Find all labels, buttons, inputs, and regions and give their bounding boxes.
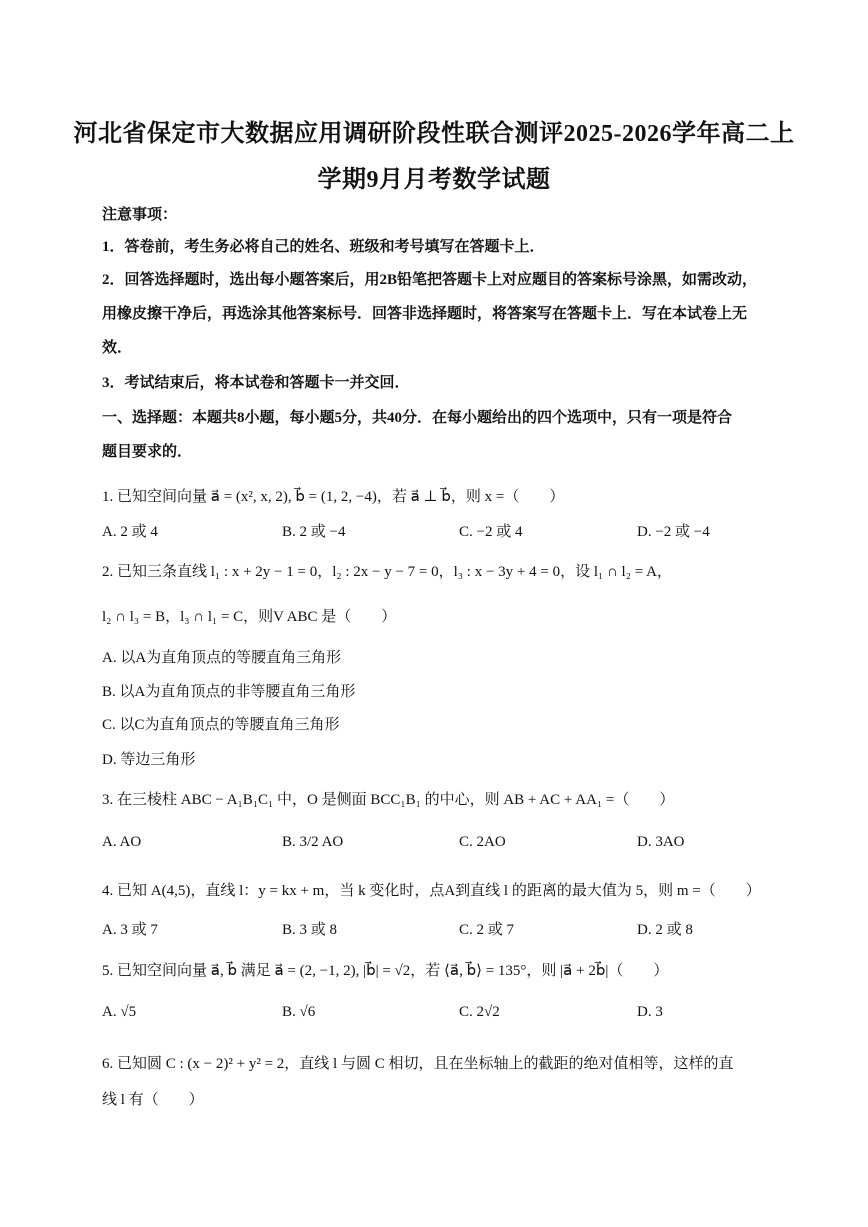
notice-item-3: 3．考试结束后，将本试卷和答题卡一并交回． bbox=[102, 375, 410, 391]
exam-title-line-1: 河北省保定市大数据应用调研阶段性联合测评2025-2026学年高二上 bbox=[73, 121, 795, 147]
notice-item-2-line-2: 用橡皮擦干净后，再选涂其他答案标号．回答非选择题时，将答案写在答题卡上．写在本试卷上无 bbox=[102, 306, 748, 322]
question-1-option-c: C. −2 或 4 bbox=[459, 524, 523, 540]
question-2-option-c: C. 以C为直角顶点的等腰直角三角形 bbox=[102, 717, 340, 733]
question-2-option-b: B. 以A为直角顶点的非等腰直角三角形 bbox=[102, 684, 356, 700]
question-1-option-d: D. −2 或 −4 bbox=[637, 524, 710, 540]
question-6-stem-line-2: 线 l 有（ ） bbox=[102, 1092, 204, 1108]
question-1-option-b: B. 2 或 −4 bbox=[282, 524, 346, 540]
notice-heading: 注意事项： bbox=[102, 207, 178, 223]
question-4-stem: 4. 已知 A(4,5)，直线 l：y = kx + m，当 k 变化时，点A到直线 l 的距离的最大值为 5，则 m =（ ） bbox=[102, 883, 761, 899]
section-1-heading-line-2: 题目要求的． bbox=[102, 444, 193, 460]
question-5-option-a: A. √5 bbox=[102, 1004, 137, 1020]
question-3-stem: 3. 在三棱柱 ABC − A₁B₁C₁ 中，O 是侧面 BCC₁B₁ 的中心，则 AB + AC + AA₁ =（ ） bbox=[102, 792, 675, 808]
question-5-option-b: B. √6 bbox=[282, 1004, 316, 1020]
question-2-stem-line-2: l₂ ∩ l₃ = B，l₃ ∩ l₁ = C，则V ABC 是（ ） bbox=[102, 609, 397, 625]
question-4-option-d: D. 2 或 8 bbox=[637, 922, 693, 938]
notice-item-2-line-1: 2．回答选择题时，选出每小题答案后，用2B铅笔把答题卡上对应题目的答案标号涂黑，如需改动， bbox=[102, 272, 758, 288]
question-3-option-d: D. 3AO bbox=[637, 834, 685, 850]
question-3-option-c: C. 2AO bbox=[459, 834, 506, 850]
question-5-option-c: C. 2√2 bbox=[459, 1004, 500, 1020]
question-3-option-a: A. AO bbox=[102, 834, 142, 850]
question-1-option-a: A. 2 或 4 bbox=[102, 524, 158, 540]
question-2-stem-line-1: 2. 已知三条直线 l₁ : x + 2y − 1 = 0，l₂ : 2x − y − 7 = 0，l₃ : x − 3y + 4 = 0，设 l₁ ∩ l₂ = A， bbox=[102, 564, 672, 580]
question-3-option-b: B. 3/2 AO bbox=[282, 834, 344, 850]
question-6-stem-line-1: 6. 已知圆 C : (x − 2)² + y² = 2，直线 l 与圆 C 相切，且在坐标轴上的截距的绝对值相等，这样的直 bbox=[102, 1056, 734, 1072]
question-2-option-a: A. 以A为直角顶点的等腰直角三角形 bbox=[102, 650, 342, 666]
question-4-option-c: C. 2 或 7 bbox=[459, 922, 515, 938]
section-1-heading-line-1: 一、选择题：本题共8小题，每小题5分，共40分．在每小题给出的四个选项中，只有一项是符合 bbox=[102, 410, 733, 426]
question-2-option-d: D. 等边三角形 bbox=[102, 752, 196, 768]
notice-item-2-line-3: 效． bbox=[102, 340, 133, 356]
notice-item-1: 1．答卷前，考生务必将自己的姓名、班级和考号填写在答题卡上． bbox=[102, 239, 545, 255]
question-5-option-d: D. 3 bbox=[637, 1004, 663, 1020]
question-4-option-b: B. 3 或 8 bbox=[282, 922, 338, 938]
question-1-stem: 1. 已知空间向量 a⃗ = (x², x, 2), b⃗ = (1, 2, −4)，若 a⃗ ⊥ b⃗，则 x =（ ） bbox=[102, 489, 565, 505]
exam-title-line-2: 学期9月月考数学试题 bbox=[317, 167, 551, 193]
question-4-option-a: A. 3 或 7 bbox=[102, 922, 158, 938]
question-5-stem: 5. 已知空间向量 a⃗, b⃗ 满足 a⃗ = (2, −1, 2), |b⃗| = √2，若 ⟨a⃗, b⃗⟩ = 135°，则 |a⃗ + 2b⃗|（ ） bbox=[102, 963, 669, 979]
